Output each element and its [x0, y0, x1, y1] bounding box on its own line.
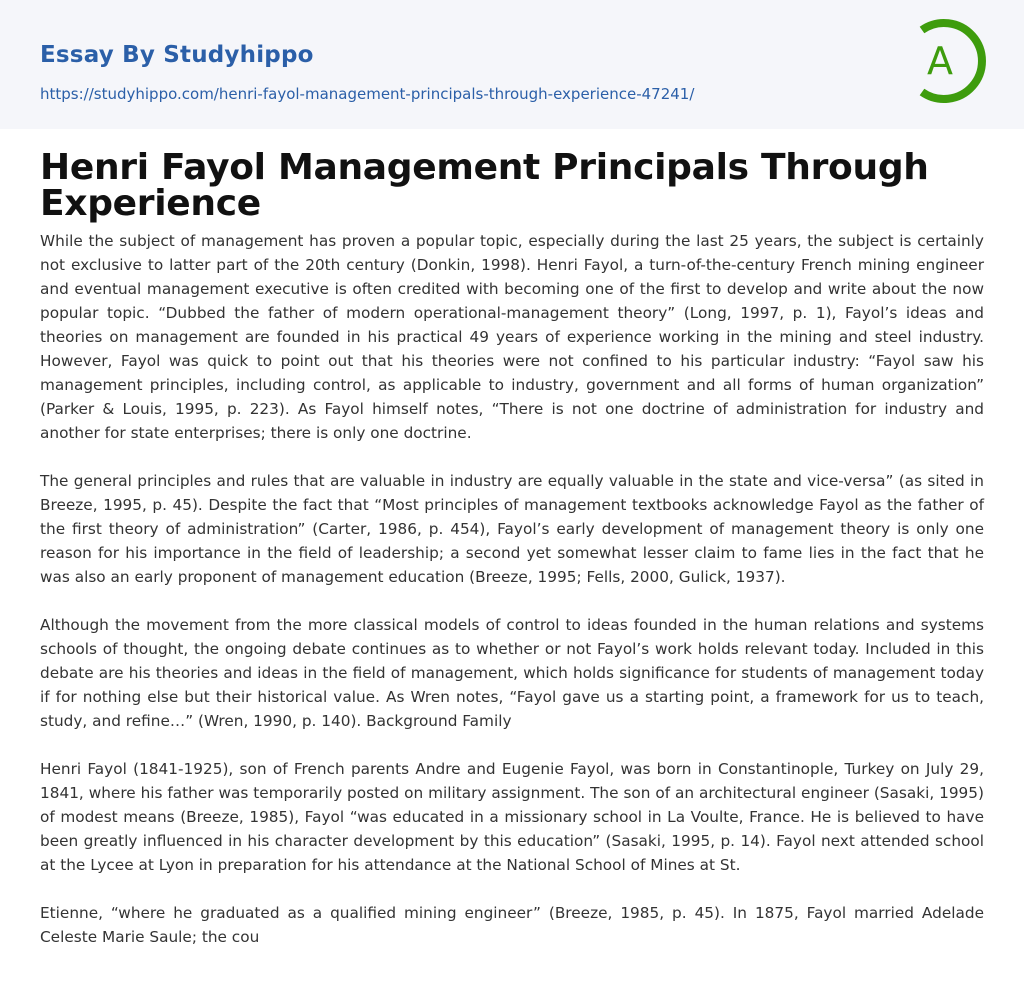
studyhippo-logo-icon[interactable] — [900, 18, 986, 104]
essay-url-link[interactable]: https://studyhippo.com/henri-fayol-management-principals-through-experience-47241/ — [40, 85, 695, 103]
logo-letter: A — [927, 39, 953, 83]
brand-title[interactable]: Essay By Studyhippo — [40, 42, 314, 68]
paragraph: The general principles and rules that are valuable in industry are equally valuable in the state and vice-versa” (as sited in Breeze, 1995, p. 45). Despite the fact that “Most principles of management textbooks acknowledge Fayol as the father of the first theory of administration” (Carter, 1986, p. 454), Fayol’s early development of management theory is only one reason for his importance in the field of leadership; a second yet somewhat lesser claim to fame lies in the fact that he was also an early proponent of management education (Breeze, 1995; Fells, 2000, Gulick, 1937). — [40, 472, 984, 586]
page-title: Henri Fayol Management Principals Through Experience — [40, 147, 929, 224]
paragraph: Henri Fayol (1841-1925), son of French parents Andre and Eugenie Fayol, was born in Constantinople, Turkey on July 29, 1841, where his father was temporarily posted on military assignment. The son of an architectural engineer (Sasaki, 1995) of modest means (Breeze, 1985), Fayol “was educated in a missionary school in La Voulte, France. He is believed to have been greatly influenced in his character development by this education” (Sasaki, 1995, p. 14). Fayol next attended school at the Lycee at Lyon in preparation for his attendance at the National School of Mines at St. — [40, 760, 984, 874]
site-header — [0, 0, 1024, 129]
article-body — [40, 229, 984, 973]
paragraph: While the subject of management has proven a popular topic, especially during the last 25 years, the subject is certainly not exclusive to latter part of the 20th century (Donkin, 1998). Henri Fayol, a turn-of-the-century French mining engineer and eventual management executive is often credited with becoming one of the first to develop and write about the now popular topic. “Dubbed the father of modern operational-management theory” (Long, 1997, p. 1), Fayol’s ideas and theories on management are founded in his practical 49 years of experience working in the mining and steel industry. However, Fayol was quick to point out that his theories were not confined to his particular industry: “Fayol saw his management principles, including control, as applicable to industry, government and all forms of human organization” (Parker & Louis, 1995, p. 223). As Fayol himself notes, “There is not one doctrine of administration for industry and another for state enterprises; there is only one doctrine. — [40, 232, 984, 442]
paragraph: Although the movement from the more classical models of control to ideas founded in the human relations and systems schools of thought, the ongoing debate continues as to whether or not Fayol’s work holds relevant today. Included in this debate are his theories and ideas in the field of management, which holds significance for students of management today if for nothing else but their historical value. As Wren notes, “Fayol gave us a starting point, a framework for us to teach, study, and refine…” (Wren, 1990, p. 140). Background Family — [40, 616, 984, 730]
paragraph: Etienne, “where he graduated as a qualified mining engineer” (Breeze, 1985, p. 45). In 1875, Fayol married Adelade Celeste Marie Saule; the cou — [40, 904, 984, 946]
